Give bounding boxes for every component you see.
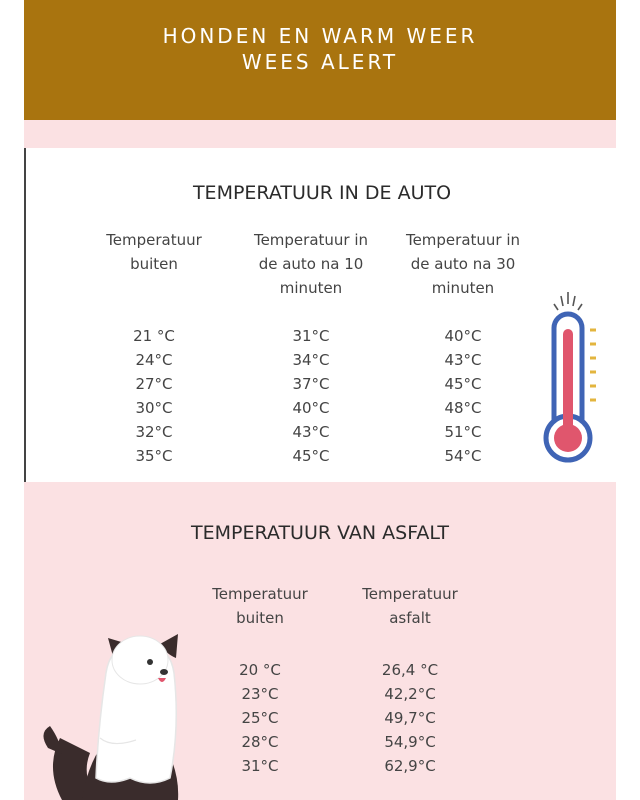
asphalt-section-title: TEMPERATUUR VAN ASFALT — [191, 522, 449, 544]
car-30min-values — [413, 324, 513, 468]
car-column-header: Temperatuur buiten — [106, 231, 202, 273]
table-cell: 48°C — [444, 399, 482, 417]
table-cell: 51°C — [444, 423, 482, 441]
table-cell: 40°C — [292, 399, 330, 417]
table-cell: 25°C — [241, 709, 279, 727]
page-subtitle: WEES ALERT — [241, 50, 399, 74]
table-cell: 62,9°C — [384, 757, 436, 775]
asphalt-column-header: Temperatuur buiten — [212, 585, 308, 627]
table-cell: 54,9°C — [384, 733, 436, 751]
table-cell: 34°C — [292, 351, 330, 369]
table-cell: 43°C — [292, 423, 330, 441]
table-cell: 49,7°C — [384, 709, 436, 727]
table-cell: 28°C — [241, 733, 279, 751]
table-cell: 45°C — [444, 375, 482, 393]
table-cell: 26,4 °C — [381, 661, 439, 679]
table-cell: 30°C — [135, 399, 173, 417]
asphalt-surface-values — [360, 658, 460, 778]
asphalt-column-header: Temperatuur asfalt — [362, 585, 458, 627]
table-cell: 32°C — [135, 423, 173, 441]
table-cell: 40°C — [444, 327, 482, 345]
table-cell: 21 °C — [133, 327, 175, 345]
table-cell: 45°C — [292, 447, 330, 465]
car-column-header: Temperatuur in de auto na 10 minuten — [253, 231, 369, 297]
car-outside-values — [104, 324, 204, 468]
page-title: HONDEN EN WARM WEER — [162, 24, 478, 48]
car-column-header: Temperatuur in de auto na 30 minuten — [405, 231, 521, 297]
asphalt-outside-values — [210, 658, 310, 778]
table-cell: 37°C — [292, 375, 330, 393]
car-section-title: TEMPERATUUR IN DE AUTO — [192, 182, 452, 204]
table-cell: 31°C — [292, 327, 330, 345]
table-cell: 27°C — [135, 375, 173, 393]
table-cell: 42,2°C — [384, 685, 436, 703]
car-10min-values — [261, 324, 361, 468]
thermometer-icon — [534, 284, 610, 464]
table-cell: 20 °C — [239, 661, 281, 679]
table-cell: 31°C — [241, 757, 279, 775]
table-cell: 23°C — [241, 685, 279, 703]
table-cell: 24°C — [135, 351, 173, 369]
table-cell: 43°C — [444, 351, 482, 369]
car-temperature-card — [24, 148, 618, 482]
table-cell: 54°C — [444, 447, 482, 465]
dog-illustration — [40, 628, 190, 800]
header-banner — [24, 0, 616, 120]
table-cell: 35°C — [135, 447, 173, 465]
